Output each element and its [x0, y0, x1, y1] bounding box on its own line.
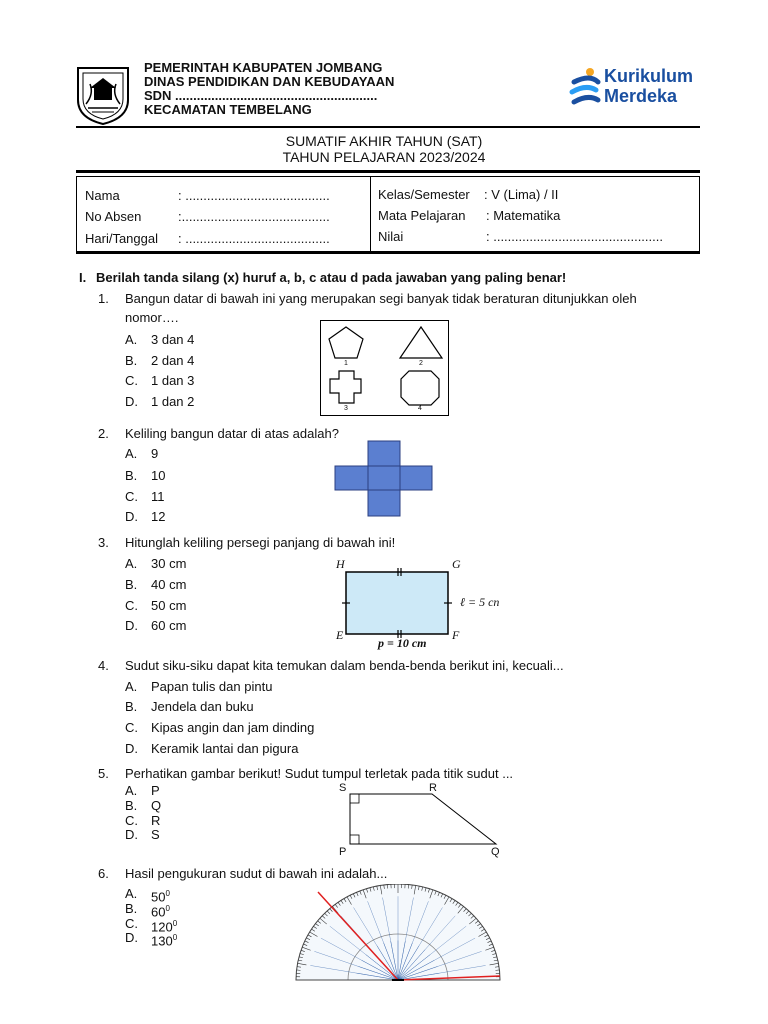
q5-option-a-letter[interactable]: A.: [125, 783, 138, 798]
q1-shapes-figure: [320, 320, 449, 416]
q4-option-d[interactable]: Keramik lantai dan pigura: [151, 741, 299, 756]
mata-pelajaran-value: : Matematika: [486, 208, 561, 223]
q2-option-a[interactable]: 9: [151, 446, 159, 461]
q4-option-c-letter[interactable]: C.: [125, 720, 138, 735]
header-line-3: SDN ........................................................: [144, 88, 378, 103]
vertex-label-e: E: [336, 628, 344, 642]
q5-text: Perhatikan gambar berikut! Sudut tumpul terletak pada titik sudut ...: [125, 766, 514, 781]
nama-field[interactable]: : ........................................: [178, 188, 330, 203]
kurikulum-merdeka-logo: [568, 64, 708, 110]
header-line-1: PEMERINTAH KABUPATEN JOMBANG: [144, 60, 383, 75]
q6-option-b-letter[interactable]: B.: [125, 901, 138, 916]
q5-option-d-letter[interactable]: D.: [125, 827, 138, 842]
nilai-label: Nilai: [378, 229, 404, 244]
q6-option-a[interactable]: $50^0$: [151, 889, 170, 905]
q3-rectangle-figure: [334, 556, 514, 652]
header-line-2: DINAS PENDIDIKAN DAN KEBUDAYAAN: [144, 74, 395, 89]
q2-option-c-letter[interactable]: C.: [125, 489, 138, 504]
header-divider: [76, 126, 700, 128]
q1-text: Bangun datar di bawah ini yang merupakan segi banyak tidak beraturan ditunjukkan oleh: [125, 291, 637, 306]
protractor: [288, 884, 508, 990]
logo-text-kurikulum: Kurikulum: [604, 66, 694, 86]
hari-tanggal-field[interactable]: : ........................................: [178, 231, 330, 246]
q5-option-a[interactable]: P: [151, 783, 160, 798]
nilai-field[interactable]: : ...............................................: [486, 229, 663, 244]
q1-option-b-letter[interactable]: B.: [125, 353, 138, 368]
q1-option-c[interactable]: 1 dan 3: [151, 373, 195, 388]
q4-text: Sudut siku-siku dapat kita temukan dalam benda-benda berikut ini, kecuali...: [125, 658, 564, 673]
vertex-label-h: H: [336, 557, 345, 571]
q2-option-a-letter[interactable]: A.: [125, 446, 138, 461]
q3-number: 3.: [98, 535, 109, 550]
q5-option-c-letter[interactable]: C.: [125, 813, 138, 828]
q6-option-d-letter[interactable]: D.: [125, 930, 138, 945]
q1-option-a-letter[interactable]: A.: [125, 332, 138, 347]
q1-text-cont: nomor….: [125, 310, 179, 325]
q3-text: Hitunglah keliling persegi panjang di bawah ini!: [125, 535, 396, 550]
kelas-semester-label: Kelas/Semester: [378, 187, 470, 202]
vertex-label-f: F: [452, 628, 460, 642]
q4-number: 4.: [98, 658, 109, 673]
q5-number: 5.: [98, 766, 109, 781]
logo-text-merdeka: Merdeka: [604, 86, 678, 106]
q6-option-c-letter[interactable]: C.: [125, 916, 138, 931]
q4-option-d-letter[interactable]: D.: [125, 741, 138, 756]
no-absen-field[interactable]: :.........................................: [178, 209, 330, 224]
no-absen-label: No Absen: [85, 209, 142, 224]
info-top-rule: [76, 170, 700, 173]
q2-text: Keliling bangun datar di atas adalah?: [125, 426, 339, 441]
q6-number: 6.: [98, 866, 109, 881]
exam-year: TAHUN PELAJARAN 2023/2024: [282, 149, 486, 165]
q3-option-b[interactable]: 40 cm: [151, 577, 187, 592]
vertex-label-p: P: [339, 846, 347, 858]
exam-title: SUMATIF AKHIR TAHUN (SAT): [285, 133, 483, 149]
q2-option-d-letter[interactable]: D.: [125, 509, 138, 524]
q3-option-d-letter[interactable]: D.: [125, 618, 138, 633]
q2-number: 2.: [98, 426, 109, 441]
info-middle-border: [370, 176, 371, 251]
q1-option-a[interactable]: 3 dan 4: [151, 332, 195, 347]
width-label: ℓ = 5 cn: [460, 595, 500, 609]
q5-option-d[interactable]: S: [151, 827, 160, 842]
q4-option-b-letter[interactable]: B.: [125, 699, 138, 714]
q6-text: Hasil pengukuran sudut di bawah ini adalah...: [125, 866, 388, 881]
q2-option-c[interactable]: 11: [151, 489, 165, 504]
info-left-border: [76, 176, 77, 251]
mata-pelajaran-label: Mata Pelajaran: [378, 208, 466, 223]
vertex-label-q: Q: [491, 846, 500, 858]
q5-option-b-letter[interactable]: B.: [125, 798, 138, 813]
q6-protractor-figure: [288, 884, 508, 990]
section-number: I.: [79, 270, 87, 285]
q4-option-c[interactable]: Kipas angin dan jam dinding: [151, 720, 315, 735]
info-top-rule-thin: [76, 176, 700, 177]
vertex-label-r: R: [429, 782, 437, 794]
q6-option-b[interactable]: $60^0$: [151, 904, 170, 920]
q3-option-d[interactable]: 60 cm: [151, 618, 187, 633]
shape-label-3: 3: [344, 405, 348, 412]
q6-option-d[interactable]: $130^0$: [151, 933, 178, 949]
kurikulum-merdeka-icon: [568, 66, 602, 110]
q3-option-c[interactable]: 50 cm: [151, 598, 187, 613]
nama-label: Nama: [85, 188, 120, 203]
vertex-label-s: S: [339, 782, 347, 794]
q6-option-a-letter[interactable]: A.: [125, 886, 138, 901]
q6-option-c[interactable]: $120^0$: [151, 919, 178, 935]
q5-trapezoid-figure: [336, 782, 506, 862]
q5-option-b[interactable]: Q: [151, 798, 162, 813]
q1-number: 1.: [98, 291, 109, 306]
q1-option-c-letter[interactable]: C.: [125, 373, 138, 388]
q3-option-a-letter[interactable]: A.: [125, 556, 138, 571]
q2-cross-shape-figure: [334, 440, 434, 518]
section-instruction: Berilah tanda silang (x) huruf a, b, c atau d pada jawaban yang paling benar!: [96, 270, 567, 285]
q1-option-d-letter[interactable]: D.: [125, 394, 138, 409]
q4-option-a-letter[interactable]: A.: [125, 679, 138, 694]
q3-option-a[interactable]: 30 cm: [151, 556, 187, 571]
shape-label-2: 2: [419, 360, 423, 367]
kelas-semester-value: : V (Lima) / II: [484, 187, 559, 202]
q5-option-c[interactable]: R: [151, 813, 161, 828]
q3-option-c-letter[interactable]: C.: [125, 598, 138, 613]
q2-option-b-letter[interactable]: B.: [125, 468, 138, 483]
vertex-label-g: G: [452, 557, 461, 571]
q1-option-d[interactable]: 1 dan 2: [151, 394, 195, 409]
q1-option-b[interactable]: 2 dan 4: [151, 353, 195, 368]
info-right-border: [699, 176, 700, 251]
jombang-emblem: [74, 64, 132, 126]
q3-option-b-letter[interactable]: B.: [125, 577, 138, 592]
q2-option-d[interactable]: 12: [151, 509, 166, 524]
q2-option-b[interactable]: 10: [151, 468, 166, 483]
header-line-4: KECAMATAN TEMBELANG: [144, 102, 312, 117]
shape-label-1: 1: [344, 360, 348, 367]
length-label: p = 10 cm: [378, 636, 427, 650]
q4-option-b[interactable]: Jendela dan buku: [151, 699, 254, 714]
shape-label-4: 4: [418, 405, 422, 412]
q4-option-a[interactable]: Papan tulis dan pintu: [151, 679, 273, 694]
hari-tanggal-label: Hari/Tanggal: [85, 231, 158, 246]
info-bottom-rule: [76, 251, 700, 254]
